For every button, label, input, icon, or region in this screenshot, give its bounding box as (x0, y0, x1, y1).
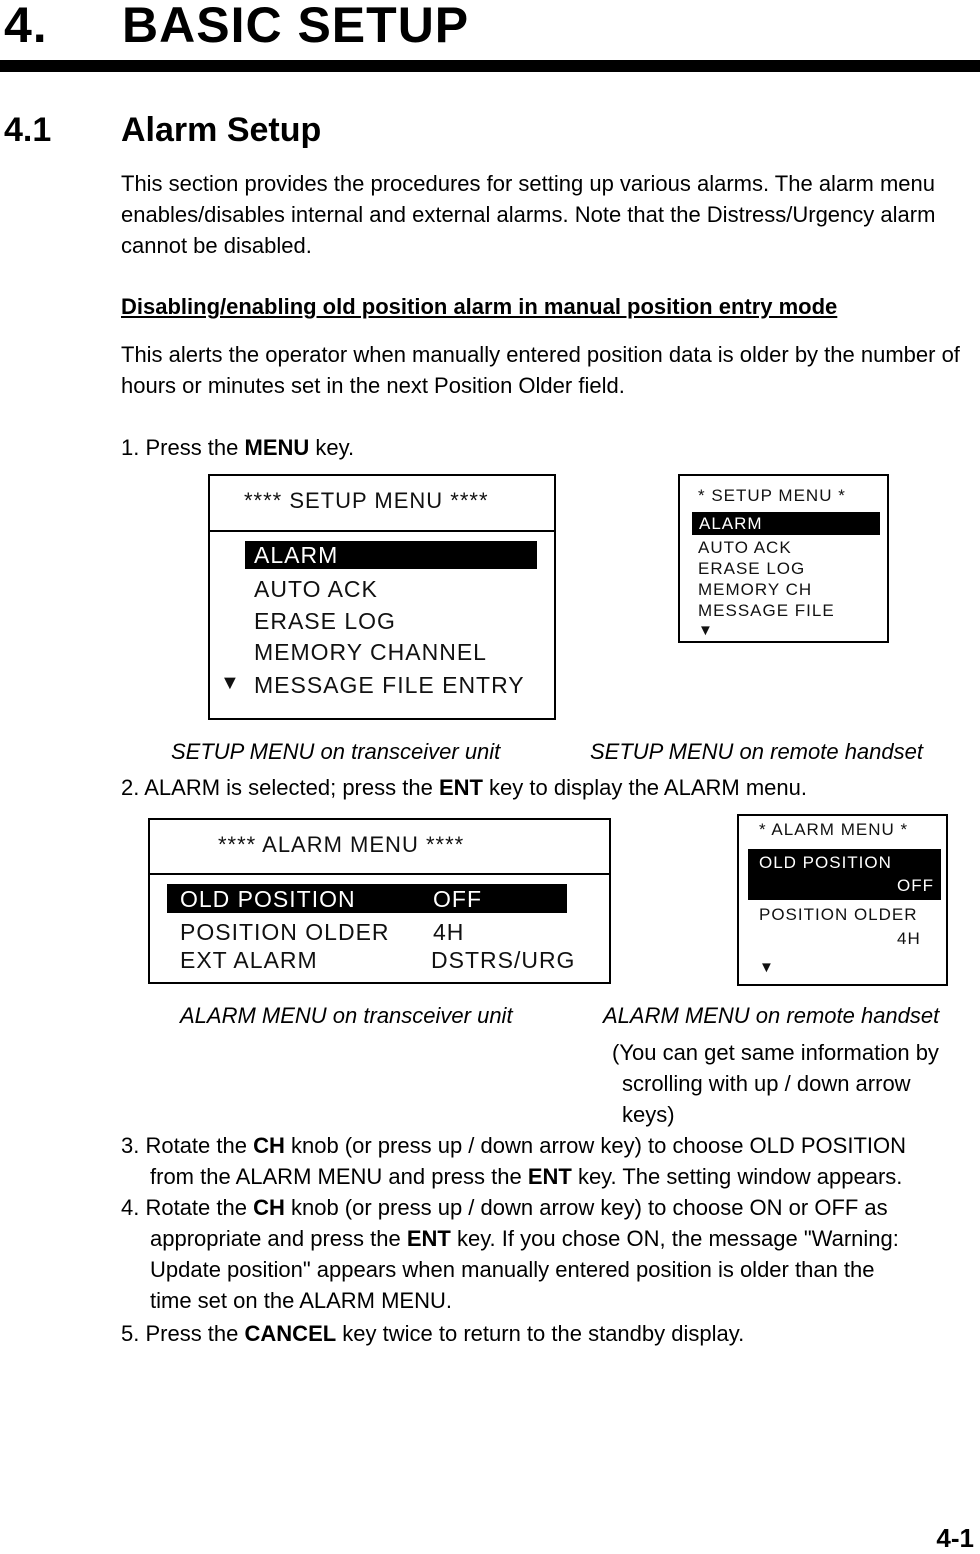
setup-menu-handset-title: * SETUP MENU * (698, 486, 846, 505)
setup-menu-unit-item-message-file-entry[interactable]: MESSAGE FILE ENTRY (254, 672, 525, 698)
alarm-menu-handset-title: * ALARM MENU * (759, 820, 909, 839)
step-4-line-4: time set on the ALARM MENU. (150, 1288, 452, 1313)
setup-menu-handset-item-memory-ch[interactable]: MEMORY CH (698, 580, 813, 599)
ch-key: CH (253, 1133, 285, 1158)
setup-menu-unit-title: **** SETUP MENU **** (244, 488, 489, 513)
handset-note (612, 1037, 939, 1130)
subheading: Disabling/enabling old position alarm in manual position entry mode (121, 294, 838, 319)
intro-paragraph: This section provides the procedures for setting up various alarms. The alarm menu enables/disables internal and external alarms. Note that the Distress/Urgency alarm cannot be disabled. (121, 171, 936, 258)
step-3-line-2-end: key. The setting window appears. (571, 1164, 903, 1189)
ext-alarm-value: DSTRS/URG (431, 947, 576, 973)
note-line-2: scrolling with up / down arrow (622, 1071, 911, 1096)
setup-menu-unit-divider (210, 530, 554, 532)
step-4-line-2: appropriate and press the (150, 1226, 407, 1251)
step-4-text: 4. Rotate the (121, 1195, 254, 1220)
handset-old-position-value: OFF (897, 876, 934, 895)
scroll-down-icon: ▼ (759, 959, 775, 976)
setup-menu-unit-item-alarm[interactable]: ALARM (245, 541, 537, 569)
ent-key: ENT (527, 1164, 572, 1189)
step-5-text-end: key twice to return to the standby display. (336, 1321, 745, 1346)
chapter-title: BASIC SETUP (122, 0, 470, 53)
caption-setup-unit: SETUP MENU on transceiver unit (171, 739, 501, 764)
cancel-key: CANCEL (244, 1321, 337, 1346)
step-4 (121, 1192, 899, 1316)
position-older-value: 4H (433, 919, 465, 945)
setup-menu-unit-item-memory-channel[interactable]: MEMORY CHANNEL (254, 639, 487, 665)
step-1-text: 1. Press the (121, 435, 245, 460)
old-position-value: OFF (433, 886, 482, 912)
alarm-menu-unit-title: **** ALARM MENU **** (218, 832, 465, 857)
setup-menu-handset-panel (678, 474, 889, 643)
step-3-text: 3. Rotate the (121, 1133, 254, 1158)
step-3-line-2: from the ALARM MENU and press the (150, 1164, 528, 1189)
description-paragraph: This alerts the operator when manually entered position data is older by the number of hours or minutes set in the next Position Older field. (121, 342, 960, 398)
alarm-menu-handset-panel (737, 814, 948, 986)
section-title: Alarm Setup (121, 111, 322, 149)
setup-menu-handset-item-auto-ack[interactable]: AUTO ACK (698, 538, 792, 557)
handset-position-older-value: 4H (897, 929, 921, 948)
step-1-text-end: key. (309, 435, 355, 460)
step-5-text: 5. Press the (121, 1321, 245, 1346)
position-older-label[interactable]: POSITION OLDER (180, 919, 390, 945)
ent-key: ENT (438, 775, 483, 800)
note-line-1: (You can get same information by (612, 1040, 939, 1065)
caption-setup-handset: SETUP MENU on remote handset (590, 739, 923, 764)
caption-alarm-handset: ALARM MENU on remote handset (603, 1003, 940, 1028)
handset-position-older-label[interactable]: POSITION OLDER (759, 905, 918, 924)
alarm-menu-unit-panel (148, 818, 611, 984)
caption-alarm-unit: ALARM MENU on transceiver unit (180, 1003, 513, 1028)
scroll-down-icon: ▼ (698, 622, 714, 639)
step-2-text-end: key to display the ALARM menu. (482, 775, 807, 800)
step-4-line-3: Update position" appears when manually entered position is older than the (150, 1257, 875, 1282)
step-2-text: 2. ALARM is selected; press the (121, 775, 439, 800)
setup-menu-unit-item-auto-ack[interactable]: AUTO ACK (254, 576, 378, 602)
alarm-menu-unit-divider (150, 873, 609, 875)
step-1 (121, 432, 354, 463)
ext-alarm-label[interactable]: EXT ALARM (180, 947, 318, 973)
chapter-number: 4. (4, 0, 48, 53)
handset-old-position-label: OLD POSITION (759, 853, 892, 872)
setup-menu-handset-item-message-file[interactable]: MESSAGE FILE (698, 601, 835, 620)
ent-key: ENT (406, 1226, 451, 1251)
note-line-3: keys) (622, 1102, 675, 1127)
step-3 (121, 1130, 906, 1192)
setup-menu-handset-item-erase-log[interactable]: ERASE LOG (698, 559, 806, 578)
ch-key: CH (253, 1195, 285, 1220)
scroll-down-icon: ▼ (220, 672, 241, 694)
step-5 (121, 1318, 744, 1349)
setup-menu-unit-item-erase-log[interactable]: ERASE LOG (254, 608, 396, 634)
step-3-text-mid: knob (or press up / down arrow key) to choose OLD POSITION (284, 1133, 907, 1158)
menu-key: MENU (244, 435, 310, 460)
old-position-label: OLD POSITION (180, 886, 356, 912)
step-2 (121, 772, 807, 803)
chapter-heading (4, 0, 469, 54)
heading-rule (0, 60, 980, 72)
page-number: 4-1 (936, 1523, 974, 1553)
section-number: 4.1 (4, 111, 52, 149)
setup-menu-unit-panel (208, 474, 556, 720)
step-4-line-2-end: key. If you chose ON, the message "Warning: (450, 1226, 899, 1251)
step-4-text-mid: knob (or press up / down arrow key) to choose ON or OFF as (284, 1195, 888, 1220)
section-heading (4, 111, 321, 150)
setup-menu-handset-item-alarm[interactable]: ALARM (692, 512, 880, 535)
